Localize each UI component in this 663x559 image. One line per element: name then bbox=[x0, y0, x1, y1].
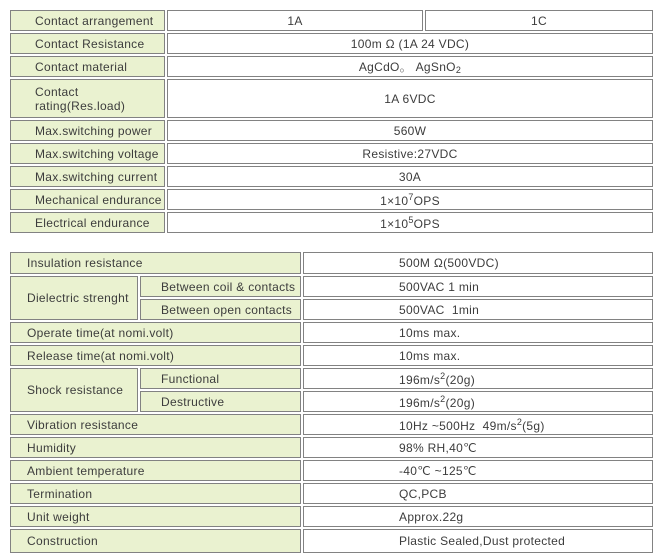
value-text: QC,PCB bbox=[399, 486, 447, 501]
row-release-time bbox=[10, 345, 653, 366]
shock-destructive-sublabel: Destructive bbox=[140, 391, 301, 412]
value-text: 100m Ω (1A 24 VDC) bbox=[350, 36, 470, 51]
value-text: 196m/s bbox=[399, 395, 441, 410]
contact-material-label: Contact material bbox=[10, 56, 165, 77]
shock-destructive-value bbox=[303, 391, 653, 412]
row-vibration-resistance bbox=[10, 414, 653, 435]
value-superscript: 2 bbox=[516, 416, 523, 427]
dielectric-open-contacts-value bbox=[303, 299, 653, 320]
max-switching-current-value bbox=[167, 166, 653, 187]
value-superscript: 2 bbox=[440, 370, 446, 381]
value-text: AgCdO。 AgSnO bbox=[358, 60, 456, 74]
termination-value bbox=[303, 483, 653, 504]
unit-weight-label: Unit weight bbox=[10, 506, 301, 527]
value-superscript: 7 bbox=[408, 191, 414, 202]
row-termination bbox=[10, 483, 653, 504]
contact-arrangement-value-b: 1C bbox=[425, 10, 653, 31]
row-max-switching-voltage bbox=[10, 143, 653, 164]
construction-label: Construction bbox=[10, 529, 301, 553]
row-contact-arrangement bbox=[10, 10, 653, 31]
row-max-switching-current bbox=[10, 166, 653, 187]
ambient-temperature-label: Ambient temperature bbox=[10, 460, 301, 481]
release-time-value bbox=[303, 345, 653, 366]
value-text: OPS bbox=[413, 193, 440, 208]
ambient-temperature-value bbox=[303, 460, 653, 481]
dielectric-coil-contacts-value bbox=[303, 276, 653, 297]
construction-value bbox=[303, 529, 653, 553]
max-switching-power-value bbox=[167, 120, 653, 141]
row-contact-resistance bbox=[10, 33, 653, 54]
value-subscript: 2 bbox=[455, 65, 462, 75]
max-switching-power-label: Max.switching power bbox=[10, 120, 165, 141]
value-text: 10ms max. bbox=[399, 348, 461, 363]
contact-material-value bbox=[167, 56, 653, 77]
contact-spec-table bbox=[8, 8, 655, 235]
row-electrical-endurance bbox=[10, 212, 653, 233]
mechanical-endurance-label: Mechanical endurance bbox=[10, 189, 165, 210]
electrical-endurance-value bbox=[167, 212, 653, 233]
value-text: Resistive:27VDC bbox=[362, 146, 458, 161]
value-text: 1×10 bbox=[380, 193, 409, 208]
dielectric-strength-label: Dielectric strenght bbox=[10, 276, 138, 320]
row-unit-weight bbox=[10, 506, 653, 527]
row-max-switching-power bbox=[10, 120, 653, 141]
value-text: 1×10 bbox=[380, 216, 409, 231]
insulation-resistance-value bbox=[303, 252, 653, 274]
value-text: Plastic Sealed,Dust protected bbox=[399, 534, 566, 548]
value-text: 10ms max. bbox=[399, 325, 461, 340]
contact-resistance-label: Contact Resistance bbox=[10, 33, 165, 54]
insulation-resistance-label: Insulation resistance bbox=[10, 252, 301, 274]
value-text: 500VAC 1 min bbox=[399, 279, 480, 294]
max-switching-current-label: Max.switching current bbox=[10, 166, 165, 187]
mechanical-endurance-value bbox=[167, 189, 653, 210]
max-switching-voltage-value bbox=[167, 143, 653, 164]
value-text: 1A 6VDC bbox=[384, 91, 436, 106]
contact-arrangement-label: Contact arrangement bbox=[10, 10, 165, 31]
value-text: 98% RH,40℃ bbox=[399, 440, 477, 455]
shock-functional-sublabel: Functional bbox=[140, 368, 301, 389]
value-text: 30A bbox=[398, 169, 422, 184]
contact-rating-value bbox=[167, 79, 653, 118]
release-time-label: Release time(at nomi.volt) bbox=[10, 345, 301, 366]
humidity-label: Humidity bbox=[10, 437, 301, 458]
dielectric-open-contacts-sublabel: Between open contacts bbox=[140, 299, 301, 320]
row-insulation-resistance bbox=[10, 252, 653, 274]
value-text: 10Hz ~500Hz 49m/s bbox=[399, 418, 517, 433]
shock-resistance-label: Shock resistance bbox=[10, 368, 138, 412]
row-dielectric-coil-contacts bbox=[10, 276, 653, 297]
row-ambient-temperature bbox=[10, 460, 653, 481]
value-text: (20g) bbox=[445, 395, 475, 410]
operate-time-label: Operate time(at nomi.volt) bbox=[10, 322, 301, 343]
vibration-resistance-value bbox=[303, 414, 653, 435]
humidity-value bbox=[303, 437, 653, 458]
row-humidity bbox=[10, 437, 653, 458]
value-text: Approx.22g bbox=[399, 509, 464, 524]
value-superscript: 2 bbox=[440, 393, 446, 404]
electrical-endurance-label: Electrical endurance bbox=[10, 212, 165, 233]
unit-weight-value bbox=[303, 506, 653, 527]
row-construction bbox=[10, 529, 653, 553]
operate-time-value bbox=[303, 322, 653, 343]
contact-arrangement-value-a: 1A bbox=[167, 10, 423, 31]
value-text: 196m/s bbox=[399, 372, 441, 387]
row-contact-material bbox=[10, 56, 653, 77]
vibration-resistance-label: Vibration resistance bbox=[10, 414, 301, 435]
value-text: OPS bbox=[413, 216, 440, 231]
row-contact-rating bbox=[10, 79, 653, 118]
performance-spec-table bbox=[8, 250, 655, 555]
value-text: 500VAC 1min bbox=[399, 302, 480, 317]
dielectric-coil-contacts-sublabel: Between coil & contacts bbox=[140, 276, 301, 297]
termination-label: Termination bbox=[10, 483, 301, 504]
row-mechanical-endurance bbox=[10, 189, 653, 210]
contact-rating-label: Contact rating(Res.load) bbox=[10, 79, 165, 118]
value-text: 500M Ω(500VDC) bbox=[399, 256, 499, 270]
contact-resistance-value bbox=[167, 33, 653, 54]
value-text: -40℃ ~125℃ bbox=[399, 463, 477, 478]
value-text: (5g) bbox=[522, 418, 545, 433]
row-shock-functional bbox=[10, 368, 653, 389]
value-text: (20g) bbox=[445, 372, 475, 387]
value-text: 560W bbox=[393, 123, 427, 138]
shock-functional-value bbox=[303, 368, 653, 389]
value-superscript: 5 bbox=[408, 214, 414, 225]
row-operate-time bbox=[10, 322, 653, 343]
max-switching-voltage-label: Max.switching voltage bbox=[10, 143, 165, 164]
